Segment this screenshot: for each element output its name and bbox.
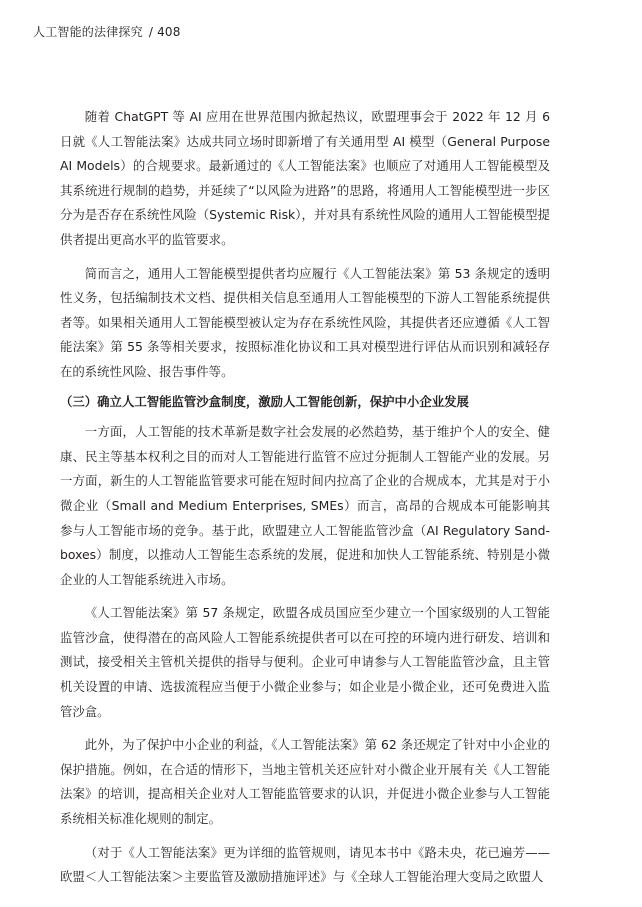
paragraph-transparency-obligations: 简而言之，通用人工智能模型提供者均应履行《人工智能法案》第 53 条规定的透明性义务，包括编制技术文档、提供相关信息至通用人工智能模型的下游人工智能系统提供者等。如果相关通用人工智能模型被认定为存在系统性风险，其提供者还应遵循《人工智能法案》第 55 条等相关要求，按照标准化协议和工具对模型进行评估从而识别和减轻存在的系统性风险、报告事件等。 [60, 265, 550, 379]
page-body [60, 105, 550, 890]
paragraph-general-purpose-ai: 随着 ChatGPT 等 AI 应用在世界范围内掀起热议，欧盟理事会于 2022 年 12 月 6 日就《人工智能法案》达成共同立场时即新增了有关通用型 AI 模型（General Purpose AI Models）的合规要求。最新通过的《人工智能法案》也顺应了对通用人工智能模型及其系统进行规制的趋势，并延续了“以风险为进路”的思路，将通用人工智能模型进一步区分为是否存在系统性风险（Systemic Risk），并对具有系统性风险的通用人工智能模型提供者提出更高水平的监管要求。 [60, 109, 550, 247]
running-header [33, 24, 181, 40]
paragraph-regulatory-sandbox: 一方面，人工智能的技术革新是数字社会发展的必然趋势，基于维护个人的安全、健康、民主等基本权利之目的而对人工智能进行监管不应过分扼制人工智能产业的发展。另一方面，新生的人工智能监管要求可能在短时间内拉高了企业的合规成本，尤其是对于小微企业（Small and Medium Enterprises, SMEs）而言，高昂的合规成本可能影响其参与人工智能市场的竞争。基于此，欧盟建立人工智能监管沙盒（AI Regulatory Sand-boxes）制度，以推动人工智能生态系统的发展，促进和加快人工智能系统、特别是小微企业的人工智能系统进入市场。 [60, 424, 550, 587]
paragraph-article-57: 《人工智能法案》第 57 条规定，欧盟各成员国应至少建立一个国家级别的人工智能监管沙盒，使得潜在的高风险人工智能系统提供者可以在可控的环境内进行研发、培训和测试，接受相关主管机关提供的指导与便利。企业可申请参与人工智能监管沙盒，且主管机关设置的申请、选拔流程应当便于小微企业参与；如企业是小微企业，还可免费进入监管沙盒。 [60, 605, 550, 719]
paragraph-article-62: 此外，为了保护中小企业的利益，《人工智能法案》第 62 条还规定了针对中小企业的保护措施。例如，在合适的情形下，当地主管机关还应针对小微企业开展有关《人工智能法案》的培训，提高相关企业对人工智能监管要求的认识，并促进小微企业参与人工智能系统相关标准化规则的制定。 [60, 737, 550, 827]
paragraph-cross-reference: （对于《人工智能法案》更为详细的监管规则，请见本书中《路未央，花已遍芳——欧盟＜人工智能法案＞主要监管及激励措施评述》与《全球人工智能治理大变局之欧盟人 [60, 844, 550, 885]
book-title: 人工智能的法律探究 [33, 25, 143, 39]
section-heading: （三）确立人工智能监管沙盒制度，激励人工智能创新，保护中小企业发展 [60, 393, 469, 409]
page-number: / 408 [148, 25, 181, 39]
